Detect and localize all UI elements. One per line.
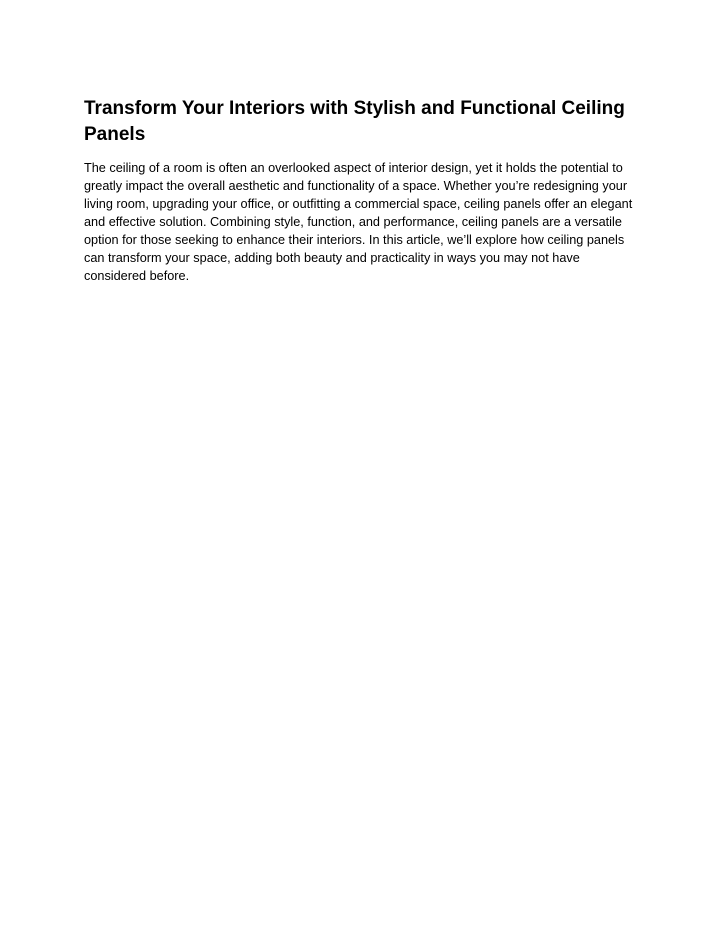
intro-paragraph: The ceiling of a room is often an overlooked aspect of interior design, yet it holds the potential to greatly impact the overall aesthetic and functionality of a space. Whether you’re redesigning your living room, upgrading your office, or outfitting a commercial space, ceiling panels offer an elegant and effective solution. Combining style, function, and performance, ceiling panels are a versatile option for those seeking to enhance their interiors. In this article, we’ll explore how ceiling panels can transform your space, adding both beauty and practicality in ways you may not have considered before.: [84, 161, 633, 283]
document-title: Transform Your Interiors with Stylish and Functional Ceiling Panels: [84, 98, 625, 145]
